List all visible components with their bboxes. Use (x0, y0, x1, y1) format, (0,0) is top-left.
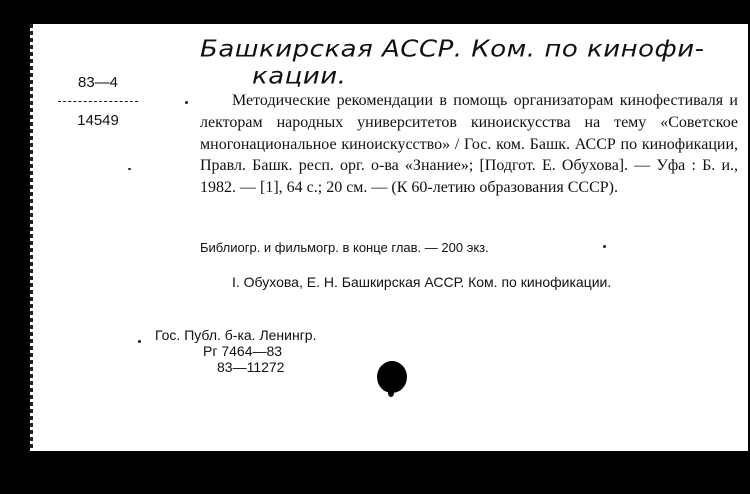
ink-speck (603, 245, 606, 248)
bibliography-note: Библиогр. и фильмогр. в конце глав. — 200 экз. (200, 240, 489, 255)
ink-speck (128, 168, 131, 170)
holding-library (155, 327, 317, 375)
accession-numbers (58, 74, 138, 129)
accession-bottom: 14549 (77, 112, 119, 129)
accession-divider (58, 101, 138, 102)
ink-speck (185, 101, 188, 104)
punch-hole (377, 361, 407, 393)
accession-top: 83—4 (77, 74, 119, 91)
handwritten-heading (200, 36, 705, 90)
catalog-card (30, 24, 748, 451)
bibliographic-description: Методические рекомендации в помощь организаторам кинофестиваля и лекторам народных университетов киноискусства на тему «Советское многонациональное киноискусство» / Гос. ком. Башк. АССР по кинофикации, Правл. Башк. респ. орг. о-ва «Знание»; [Подгот. Е. Обухова]. — Уфа : Б. и., 1982. — [1], 64 с.; 20 см. — (К 60-летию образования СССР). (200, 92, 738, 197)
holder-line-3: 83—11272 (217, 359, 285, 375)
holder-line-1: Гос. Публ. б-ка. Ленингр. (155, 327, 317, 343)
heading-line-2: кации. (252, 63, 347, 90)
card-edge (30, 24, 33, 451)
ink-speck (138, 340, 141, 343)
heading-line-1: Башкирская АССР. Ком. по кинофи- (200, 36, 705, 63)
added-entry: I. Обухова, Е. Н. Башкирская АССР. Ком. по кинофикации. (232, 274, 612, 290)
punch-hole-mark (388, 389, 394, 397)
holder-line-2: Рг 7464—83 (203, 343, 283, 359)
